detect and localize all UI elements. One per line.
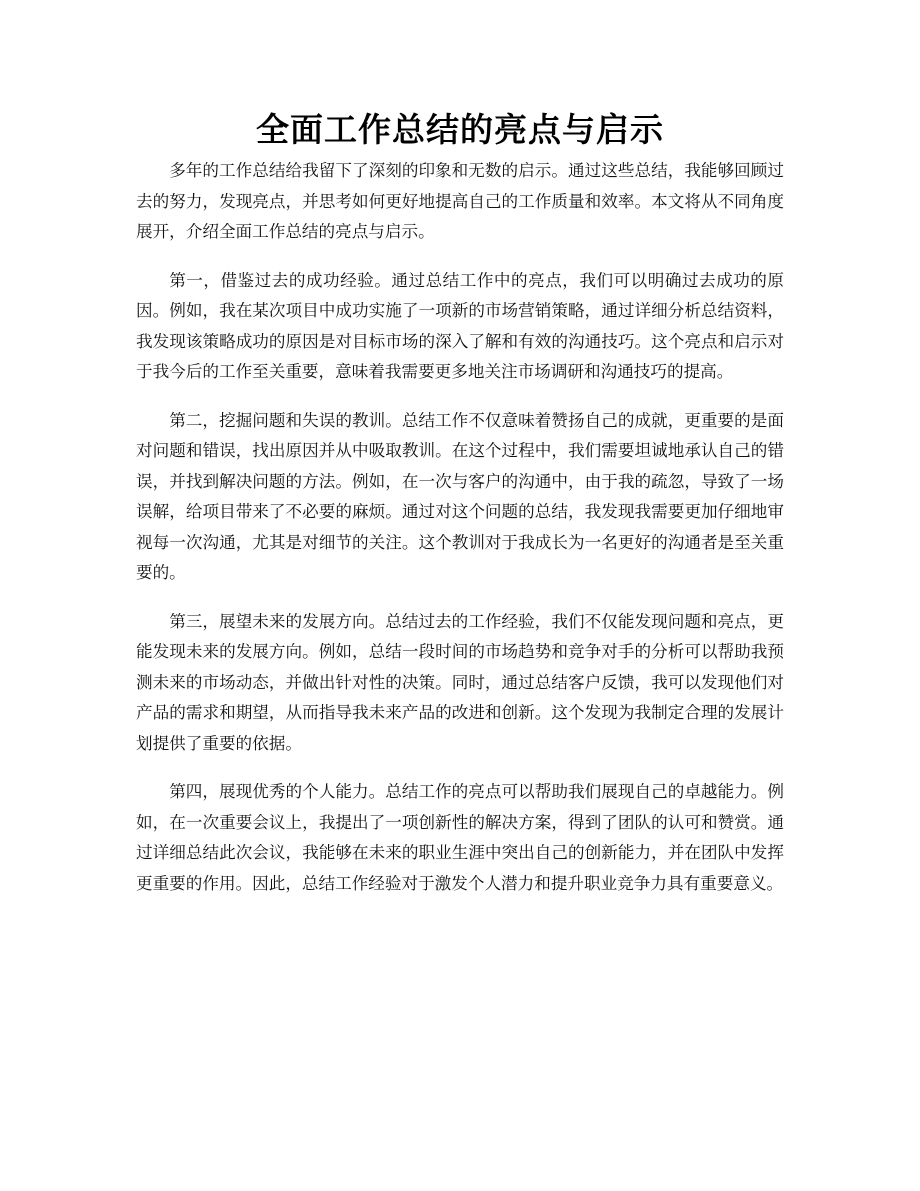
paragraph-third: 第三，展望未来的发展方向。总结过去的工作经验，我们不仅能发现问题和亮点，更能发现未来的发展方向。例如，总结一段时间的市场趋势和竞争对手的分析可以帮助我预测未来的市场动态，并做出针对性的决策。同时，通过总结客户反馈，我可以发现他们对产品的需求和期望，从而指导我未来产品的改进和创新。这个发现为我制定合理的发展计划提供了重要的依据。 xyxy=(136,611,784,753)
paragraph-fourth: 第四，展现优秀的个人能力。总结工作的亮点可以帮助我们展现自己的卓越能力。例如，在一次重要会议上，我提出了一项创新性的解决方案，得到了团队的认可和赞赏。通过详细总结此次会议，我能够在未来的职业生涯中突出自己的创新能力，并在团队中发挥更重要的作用。因此，总结工作经验对于激发个人潜力和提升职业竞争力具有重要意义。 xyxy=(136,782,784,893)
document-body xyxy=(136,156,784,917)
paragraph-first: 第一，借鉴过去的成功经验。通过总结工作中的亮点，我们可以明确过去成功的原因。例如，我在某次项目中成功实施了一项新的市场营销策略，通过详细分析总结资料，我发现该策略成功的原因是对目标市场的深入了解和有效的沟通技巧。这个亮点和启示对于我今后的工作至关重要，意味着我需要更多地关注市场调研和沟通技巧的提高。 xyxy=(136,270,784,381)
paragraph-second: 第二，挖掘问题和失误的教训。总结工作不仅意味着赞扬自己的成就，更重要的是面对问题和错误，找出原因并从中吸取教训。在这个过程中，我们需要坦诚地承认自己的错误，并找到解决问题的方法。例如，在一次与客户的沟通中，由于我的疏忽，导致了一场误解，给项目带来了不必要的麻烦。通过对这个问题的总结，我发现我需要更加仔细地审视每一次沟通，尤其是对细节的关注。这个教训对于我成长为一名更好的沟通者是至关重要的。 xyxy=(136,410,784,582)
document-title: 全面工作总结的亮点与启示 xyxy=(256,110,664,149)
paragraph-intro: 多年的工作总结给我留下了深刻的印象和无数的启示。通过这些总结，我能够回顾过去的努力，发现亮点，并思考如何更好地提高自己的工作质量和效率。本文将从不同角度展开，介绍全面工作总结的亮点与启示。 xyxy=(136,161,784,241)
